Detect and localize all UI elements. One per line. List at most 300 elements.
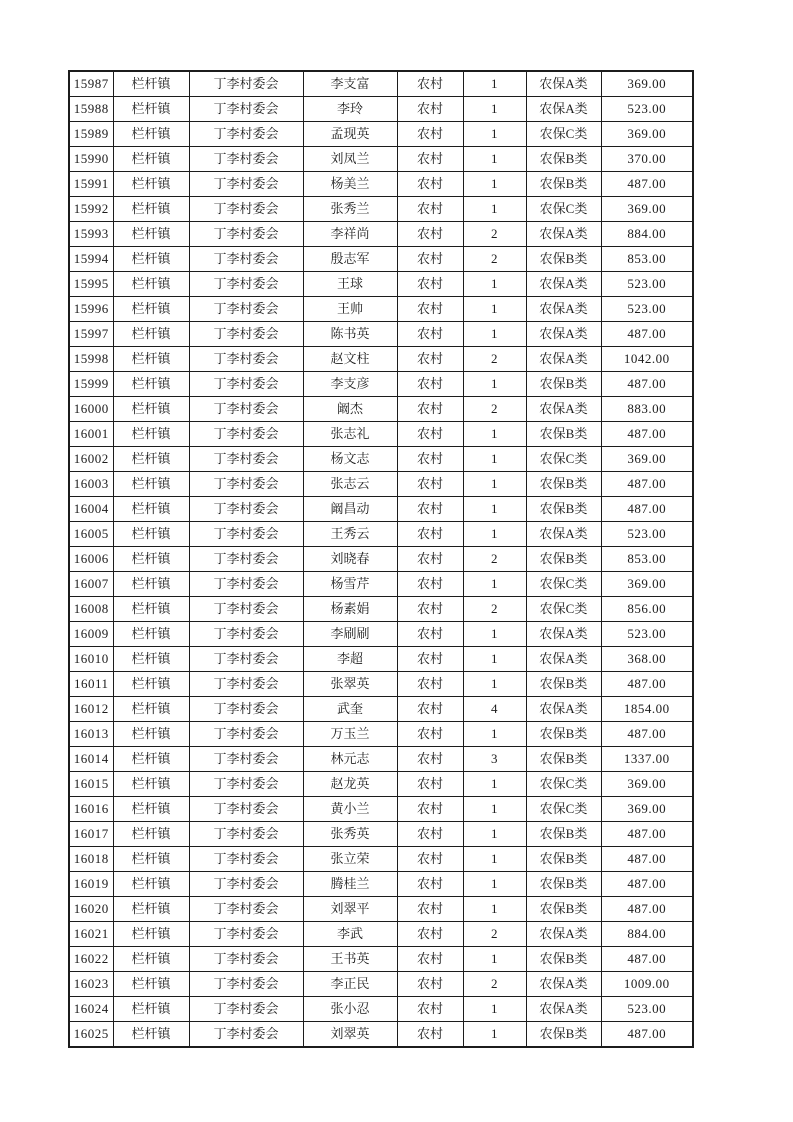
cell-serial-number: 16025 [69, 1022, 113, 1048]
cell-amount: 487.00 [601, 822, 693, 847]
cell-amount: 487.00 [601, 422, 693, 447]
cell-person-count: 1 [463, 722, 526, 747]
cell-person-name: 杨雪芹 [303, 572, 397, 597]
cell-serial-number: 15993 [69, 222, 113, 247]
cell-village-committee: 丁李村委会 [189, 422, 303, 447]
cell-person-count: 3 [463, 747, 526, 772]
cell-amount: 369.00 [601, 797, 693, 822]
cell-person-name: 杨美兰 [303, 172, 397, 197]
cell-town: 栏杆镇 [113, 872, 189, 897]
cell-serial-number: 16013 [69, 722, 113, 747]
cell-insurance-category: 农保B类 [526, 847, 601, 872]
cell-town: 栏杆镇 [113, 647, 189, 672]
cell-town: 栏杆镇 [113, 422, 189, 447]
cell-amount: 487.00 [601, 947, 693, 972]
cell-town: 栏杆镇 [113, 322, 189, 347]
cell-town: 栏杆镇 [113, 672, 189, 697]
cell-amount: 487.00 [601, 1022, 693, 1048]
cell-insurance-category: 农保A类 [526, 397, 601, 422]
cell-person-name: 李祥尚 [303, 222, 397, 247]
cell-village-committee: 丁李村委会 [189, 572, 303, 597]
cell-person-name: 杨文志 [303, 447, 397, 472]
cell-amount: 1854.00 [601, 697, 693, 722]
table-row [69, 672, 693, 697]
cell-village-committee: 丁李村委会 [189, 522, 303, 547]
cell-insurance-category: 农保A类 [526, 272, 601, 297]
cell-town: 栏杆镇 [113, 297, 189, 322]
cell-amount: 884.00 [601, 222, 693, 247]
cell-serial-number: 16002 [69, 447, 113, 472]
cell-village-committee: 丁李村委会 [189, 197, 303, 222]
cell-residence-type: 农村 [397, 172, 463, 197]
cell-amount: 853.00 [601, 547, 693, 572]
cell-town: 栏杆镇 [113, 772, 189, 797]
cell-village-committee: 丁李村委会 [189, 672, 303, 697]
cell-person-name: 林元志 [303, 747, 397, 772]
cell-person-name: 王帅 [303, 297, 397, 322]
cell-residence-type: 农村 [397, 322, 463, 347]
cell-person-name: 张立荣 [303, 847, 397, 872]
cell-amount: 523.00 [601, 97, 693, 122]
cell-town: 栏杆镇 [113, 697, 189, 722]
records-table [68, 70, 694, 1048]
cell-person-name: 张小忍 [303, 997, 397, 1022]
cell-insurance-category: 农保B类 [526, 497, 601, 522]
cell-village-committee: 丁李村委会 [189, 647, 303, 672]
cell-village-committee: 丁李村委会 [189, 722, 303, 747]
cell-serial-number: 16014 [69, 747, 113, 772]
cell-serial-number: 16019 [69, 872, 113, 897]
table-row [69, 372, 693, 397]
cell-serial-number: 16004 [69, 497, 113, 522]
table-row [69, 397, 693, 422]
cell-village-committee: 丁李村委会 [189, 172, 303, 197]
cell-town: 栏杆镇 [113, 197, 189, 222]
cell-person-name: 阚杰 [303, 397, 397, 422]
cell-person-name: 殷志军 [303, 247, 397, 272]
cell-person-count: 1 [463, 797, 526, 822]
cell-insurance-category: 农保A类 [526, 647, 601, 672]
cell-person-count: 1 [463, 147, 526, 172]
cell-insurance-category: 农保A类 [526, 222, 601, 247]
cell-village-committee: 丁李村委会 [189, 897, 303, 922]
cell-person-count: 1 [463, 472, 526, 497]
cell-village-committee: 丁李村委会 [189, 597, 303, 622]
cell-person-name: 刘晓春 [303, 547, 397, 572]
cell-town: 栏杆镇 [113, 372, 189, 397]
cell-residence-type: 农村 [397, 822, 463, 847]
cell-town: 栏杆镇 [113, 547, 189, 572]
cell-person-count: 2 [463, 922, 526, 947]
cell-person-name: 李玲 [303, 97, 397, 122]
cell-person-name: 陈书英 [303, 322, 397, 347]
table-row [69, 422, 693, 447]
cell-person-count: 1 [463, 97, 526, 122]
cell-town: 栏杆镇 [113, 447, 189, 472]
cell-person-count: 1 [463, 947, 526, 972]
cell-amount: 487.00 [601, 322, 693, 347]
table-row [69, 897, 693, 922]
cell-insurance-category: 农保B类 [526, 547, 601, 572]
cell-person-name: 腾桂兰 [303, 872, 397, 897]
cell-village-committee: 丁李村委会 [189, 622, 303, 647]
cell-serial-number: 15989 [69, 122, 113, 147]
cell-residence-type: 农村 [397, 447, 463, 472]
cell-amount: 856.00 [601, 597, 693, 622]
cell-amount: 487.00 [601, 872, 693, 897]
cell-serial-number: 15996 [69, 297, 113, 322]
cell-person-count: 1 [463, 622, 526, 647]
cell-residence-type: 农村 [397, 797, 463, 822]
cell-person-count: 2 [463, 547, 526, 572]
cell-person-count: 2 [463, 397, 526, 422]
table-row [69, 572, 693, 597]
table-row [69, 522, 693, 547]
cell-person-count: 1 [463, 447, 526, 472]
cell-amount: 1009.00 [601, 972, 693, 997]
cell-village-committee: 丁李村委会 [189, 747, 303, 772]
cell-person-count: 1 [463, 522, 526, 547]
cell-amount: 370.00 [601, 147, 693, 172]
cell-person-count: 1 [463, 772, 526, 797]
cell-serial-number: 16005 [69, 522, 113, 547]
cell-person-count: 1 [463, 1022, 526, 1048]
cell-amount: 487.00 [601, 372, 693, 397]
cell-serial-number: 16022 [69, 947, 113, 972]
table-row [69, 822, 693, 847]
cell-serial-number: 16001 [69, 422, 113, 447]
cell-serial-number: 16018 [69, 847, 113, 872]
cell-amount: 369.00 [601, 197, 693, 222]
cell-insurance-category: 农保A类 [526, 71, 601, 97]
table-row [69, 247, 693, 272]
cell-residence-type: 农村 [397, 297, 463, 322]
cell-residence-type: 农村 [397, 572, 463, 597]
cell-residence-type: 农村 [397, 497, 463, 522]
cell-village-committee: 丁李村委会 [189, 447, 303, 472]
cell-insurance-category: 农保B类 [526, 422, 601, 447]
table-row [69, 122, 693, 147]
cell-town: 栏杆镇 [113, 71, 189, 97]
cell-residence-type: 农村 [397, 722, 463, 747]
cell-residence-type: 农村 [397, 672, 463, 697]
cell-residence-type: 农村 [397, 472, 463, 497]
cell-person-count: 1 [463, 71, 526, 97]
cell-residence-type: 农村 [397, 697, 463, 722]
cell-insurance-category: 农保A类 [526, 322, 601, 347]
cell-serial-number: 16020 [69, 897, 113, 922]
cell-amount: 1042.00 [601, 347, 693, 372]
cell-insurance-category: 农保B类 [526, 372, 601, 397]
cell-town: 栏杆镇 [113, 222, 189, 247]
cell-insurance-category: 农保A类 [526, 522, 601, 547]
cell-amount: 487.00 [601, 722, 693, 747]
cell-village-committee: 丁李村委会 [189, 972, 303, 997]
cell-town: 栏杆镇 [113, 247, 189, 272]
cell-village-committee: 丁李村委会 [189, 772, 303, 797]
cell-residence-type: 农村 [397, 647, 463, 672]
cell-serial-number: 16009 [69, 622, 113, 647]
cell-amount: 523.00 [601, 522, 693, 547]
cell-person-count: 1 [463, 672, 526, 697]
cell-serial-number: 16000 [69, 397, 113, 422]
cell-village-committee: 丁李村委会 [189, 147, 303, 172]
cell-insurance-category: 农保B类 [526, 472, 601, 497]
cell-village-committee: 丁李村委会 [189, 322, 303, 347]
cell-insurance-category: 农保A类 [526, 972, 601, 997]
cell-person-name: 王球 [303, 272, 397, 297]
cell-insurance-category: 农保A类 [526, 997, 601, 1022]
cell-village-committee: 丁李村委会 [189, 247, 303, 272]
cell-residence-type: 农村 [397, 272, 463, 297]
cell-person-name: 李正民 [303, 972, 397, 997]
table-row [69, 147, 693, 172]
cell-town: 栏杆镇 [113, 522, 189, 547]
cell-village-committee: 丁李村委会 [189, 922, 303, 947]
cell-residence-type: 农村 [397, 897, 463, 922]
cell-village-committee: 丁李村委会 [189, 222, 303, 247]
cell-residence-type: 农村 [397, 772, 463, 797]
table-row [69, 722, 693, 747]
cell-insurance-category: 农保B类 [526, 247, 601, 272]
cell-serial-number: 15987 [69, 71, 113, 97]
cell-amount: 853.00 [601, 247, 693, 272]
cell-insurance-category: 农保A类 [526, 297, 601, 322]
cell-village-committee: 丁李村委会 [189, 122, 303, 147]
cell-amount: 1337.00 [601, 747, 693, 772]
cell-residence-type: 农村 [397, 947, 463, 972]
cell-person-count: 1 [463, 822, 526, 847]
table-row [69, 497, 693, 522]
cell-residence-type: 农村 [397, 222, 463, 247]
table-row [69, 847, 693, 872]
cell-insurance-category: 农保A类 [526, 697, 601, 722]
cell-town: 栏杆镇 [113, 897, 189, 922]
cell-person-count: 1 [463, 997, 526, 1022]
cell-person-name: 王秀云 [303, 522, 397, 547]
cell-town: 栏杆镇 [113, 397, 189, 422]
cell-person-name: 万玉兰 [303, 722, 397, 747]
table-row [69, 297, 693, 322]
cell-residence-type: 农村 [397, 747, 463, 772]
cell-amount: 369.00 [601, 772, 693, 797]
cell-person-name: 黄小兰 [303, 797, 397, 822]
cell-insurance-category: 农保C类 [526, 797, 601, 822]
cell-insurance-category: 农保B类 [526, 897, 601, 922]
cell-residence-type: 农村 [397, 847, 463, 872]
cell-village-committee: 丁李村委会 [189, 547, 303, 572]
cell-person-name: 张志礼 [303, 422, 397, 447]
table-row [69, 872, 693, 897]
cell-residence-type: 农村 [397, 247, 463, 272]
cell-village-committee: 丁李村委会 [189, 997, 303, 1022]
cell-amount: 487.00 [601, 497, 693, 522]
cell-town: 栏杆镇 [113, 497, 189, 522]
table-row [69, 322, 693, 347]
cell-person-name: 李支彦 [303, 372, 397, 397]
cell-person-name: 李超 [303, 647, 397, 672]
cell-town: 栏杆镇 [113, 122, 189, 147]
cell-person-count: 1 [463, 172, 526, 197]
cell-town: 栏杆镇 [113, 622, 189, 647]
cell-village-committee: 丁李村委会 [189, 97, 303, 122]
cell-amount: 487.00 [601, 897, 693, 922]
cell-serial-number: 15995 [69, 272, 113, 297]
table-row [69, 222, 693, 247]
table-row [69, 547, 693, 572]
cell-insurance-category: 农保B类 [526, 722, 601, 747]
cell-village-committee: 丁李村委会 [189, 697, 303, 722]
table-row [69, 71, 693, 97]
cell-residence-type: 农村 [397, 972, 463, 997]
cell-village-committee: 丁李村委会 [189, 297, 303, 322]
cell-town: 栏杆镇 [113, 747, 189, 772]
cell-insurance-category: 农保A类 [526, 922, 601, 947]
cell-town: 栏杆镇 [113, 972, 189, 997]
cell-amount: 487.00 [601, 172, 693, 197]
cell-amount: 884.00 [601, 922, 693, 947]
cell-serial-number: 15992 [69, 197, 113, 222]
cell-amount: 883.00 [601, 397, 693, 422]
cell-insurance-category: 农保C类 [526, 122, 601, 147]
table-row [69, 597, 693, 622]
cell-person-name: 杨素娟 [303, 597, 397, 622]
table-row [69, 772, 693, 797]
cell-insurance-category: 农保B类 [526, 947, 601, 972]
cell-person-count: 2 [463, 347, 526, 372]
cell-person-count: 1 [463, 272, 526, 297]
cell-person-name: 李刷刷 [303, 622, 397, 647]
cell-serial-number: 16006 [69, 547, 113, 572]
cell-insurance-category: 农保C类 [526, 197, 601, 222]
cell-amount: 369.00 [601, 572, 693, 597]
cell-residence-type: 农村 [397, 922, 463, 947]
cell-serial-number: 16016 [69, 797, 113, 822]
cell-person-name: 张志云 [303, 472, 397, 497]
cell-amount: 369.00 [601, 122, 693, 147]
cell-residence-type: 农村 [397, 71, 463, 97]
cell-insurance-category: 农保B类 [526, 672, 601, 697]
cell-person-count: 1 [463, 572, 526, 597]
cell-serial-number: 15999 [69, 372, 113, 397]
cell-person-name: 阚昌动 [303, 497, 397, 522]
records-table-body [69, 71, 693, 1047]
cell-town: 栏杆镇 [113, 172, 189, 197]
cell-serial-number: 16015 [69, 772, 113, 797]
cell-person-name: 刘凤兰 [303, 147, 397, 172]
cell-person-name: 王书英 [303, 947, 397, 972]
cell-insurance-category: 农保A类 [526, 622, 601, 647]
cell-person-name: 刘翠平 [303, 897, 397, 922]
table-row [69, 172, 693, 197]
cell-amount: 523.00 [601, 272, 693, 297]
table-row [69, 472, 693, 497]
cell-village-committee: 丁李村委会 [189, 797, 303, 822]
cell-village-committee: 丁李村委会 [189, 847, 303, 872]
cell-insurance-category: 农保B类 [526, 747, 601, 772]
cell-insurance-category: 农保C类 [526, 572, 601, 597]
cell-insurance-category: 农保C类 [526, 772, 601, 797]
cell-serial-number: 16011 [69, 672, 113, 697]
cell-person-name: 武奎 [303, 697, 397, 722]
cell-person-name: 孟现英 [303, 122, 397, 147]
cell-residence-type: 农村 [397, 97, 463, 122]
cell-insurance-category: 农保A类 [526, 347, 601, 372]
cell-residence-type: 农村 [397, 1022, 463, 1048]
table-row [69, 1022, 693, 1048]
cell-serial-number: 16023 [69, 972, 113, 997]
cell-person-count: 1 [463, 297, 526, 322]
cell-person-count: 2 [463, 972, 526, 997]
cell-village-committee: 丁李村委会 [189, 472, 303, 497]
cell-town: 栏杆镇 [113, 822, 189, 847]
table-row [69, 947, 693, 972]
cell-residence-type: 农村 [397, 397, 463, 422]
cell-serial-number: 16012 [69, 697, 113, 722]
cell-insurance-category: 农保B类 [526, 1022, 601, 1048]
cell-town: 栏杆镇 [113, 797, 189, 822]
cell-town: 栏杆镇 [113, 847, 189, 872]
cell-person-count: 1 [463, 872, 526, 897]
table-row [69, 347, 693, 372]
cell-town: 栏杆镇 [113, 597, 189, 622]
cell-town: 栏杆镇 [113, 722, 189, 747]
cell-serial-number: 16008 [69, 597, 113, 622]
cell-insurance-category: 农保B类 [526, 147, 601, 172]
cell-village-committee: 丁李村委会 [189, 822, 303, 847]
cell-serial-number: 16021 [69, 922, 113, 947]
cell-person-name: 赵龙英 [303, 772, 397, 797]
cell-village-committee: 丁李村委会 [189, 497, 303, 522]
cell-serial-number: 15990 [69, 147, 113, 172]
cell-insurance-category: 农保C类 [526, 597, 601, 622]
cell-village-committee: 丁李村委会 [189, 71, 303, 97]
cell-amount: 369.00 [601, 71, 693, 97]
table-row [69, 797, 693, 822]
cell-amount: 487.00 [601, 847, 693, 872]
cell-serial-number: 16017 [69, 822, 113, 847]
cell-person-name: 李武 [303, 922, 397, 947]
cell-serial-number: 15991 [69, 172, 113, 197]
cell-village-committee: 丁李村委会 [189, 397, 303, 422]
cell-person-name: 刘翠英 [303, 1022, 397, 1048]
cell-insurance-category: 农保B类 [526, 822, 601, 847]
cell-serial-number: 16003 [69, 472, 113, 497]
cell-person-count: 4 [463, 697, 526, 722]
cell-serial-number: 15994 [69, 247, 113, 272]
cell-serial-number: 16024 [69, 997, 113, 1022]
cell-amount: 523.00 [601, 997, 693, 1022]
cell-person-name: 张秀兰 [303, 197, 397, 222]
table-row [69, 747, 693, 772]
cell-town: 栏杆镇 [113, 97, 189, 122]
cell-insurance-category: 农保A类 [526, 97, 601, 122]
cell-person-count: 1 [463, 897, 526, 922]
cell-town: 栏杆镇 [113, 922, 189, 947]
cell-residence-type: 农村 [397, 872, 463, 897]
cell-amount: 487.00 [601, 672, 693, 697]
cell-person-name: 赵文柱 [303, 347, 397, 372]
cell-person-count: 2 [463, 247, 526, 272]
cell-village-committee: 丁李村委会 [189, 872, 303, 897]
cell-person-count: 2 [463, 597, 526, 622]
cell-serial-number: 15998 [69, 347, 113, 372]
cell-residence-type: 农村 [397, 197, 463, 222]
table-row [69, 622, 693, 647]
cell-residence-type: 农村 [397, 997, 463, 1022]
cell-village-committee: 丁李村委会 [189, 1022, 303, 1048]
cell-residence-type: 农村 [397, 147, 463, 172]
